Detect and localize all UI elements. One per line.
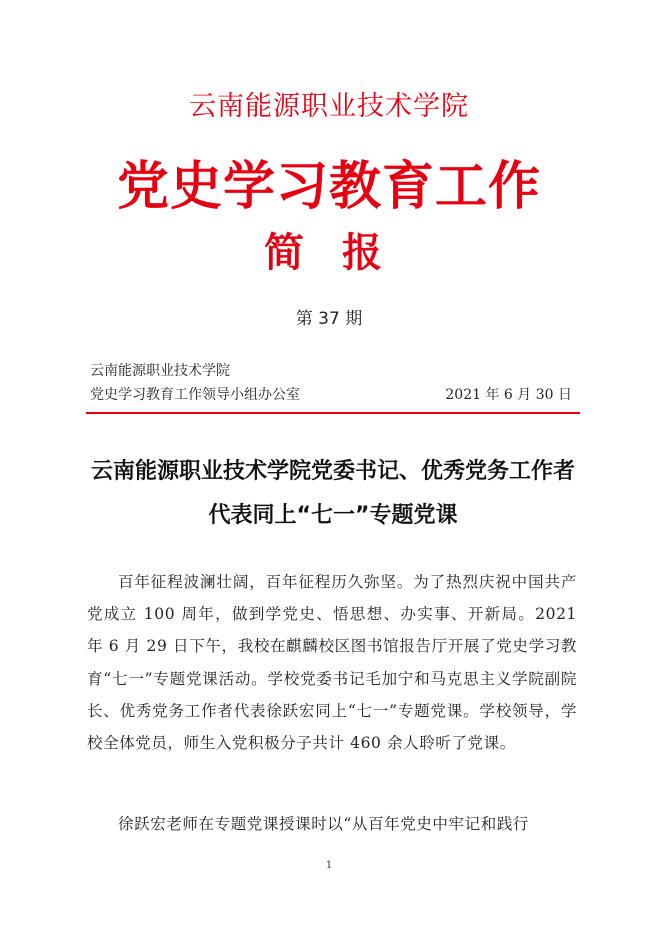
- article-paragraph: 百年征程波澜壮阔，百年征程历久弥坚。为了热烈庆祝中国共产党成立 100 周年，做到学党史、悟思想、办实事、开新局。2021 年 6 月 29 日下午，我校在麒麟校区图书馆报告厅开展了党史学习教育“七一”专题党课活动。学校党委书记毛加宁和马克思主义学院副院长、优秀党务工作者代表徐跃宏同上“七一”专题党课。学校领导，学校全体党员，师生入党积极分子共计 460 余人聆听了党课。: [87, 573, 577, 753]
- masthead-title: 党史学习教育工作: [116, 156, 541, 217]
- issue-number: 第 37 期: [295, 309, 363, 329]
- page-number: 1: [325, 860, 333, 871]
- issuer-org: 云南能源职业技术学院: [90, 363, 230, 379]
- issue-date: 2021 年 6 月 30 日: [445, 387, 572, 403]
- issuer-office: 党史学习教育工作领导小组办公室: [90, 387, 300, 403]
- masthead-subtitle: 简 报: [264, 229, 394, 276]
- masthead-org-name: 云南能源职业技术学院: [189, 91, 469, 122]
- article-title: 云南能源职业技术学院党委书记、优秀党务工作者代表同上“七一”专题党课: [90, 459, 575, 528]
- article-paragraph: 徐跃宏老师在专题党课授课时以“从百年党史中牢记和践行: [118, 815, 530, 833]
- header-divider-rule: [86, 412, 580, 414]
